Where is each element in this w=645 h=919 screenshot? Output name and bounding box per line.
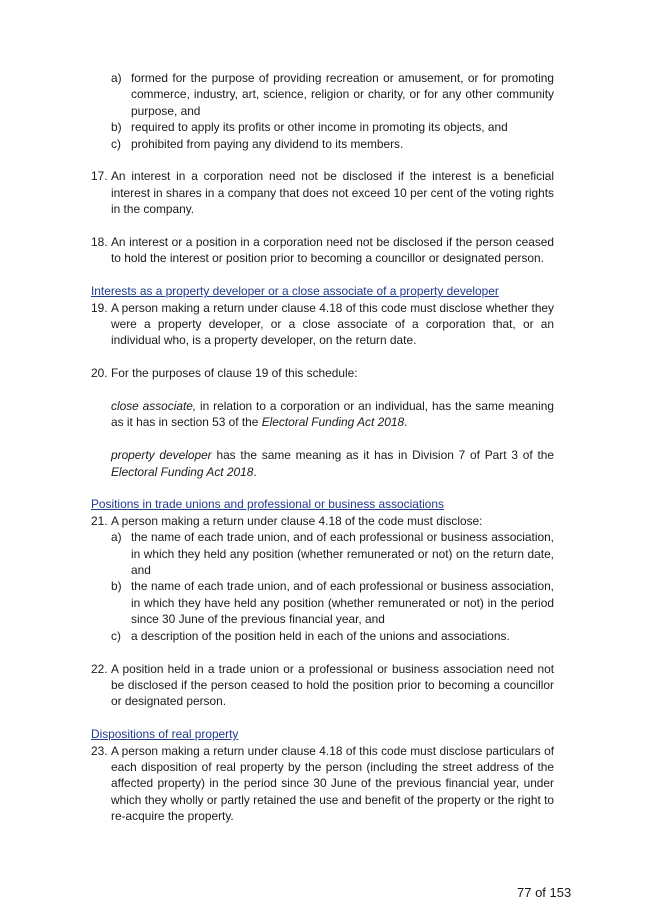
list-item <box>91 119 554 135</box>
clause-text: For the purposes of clause 19 of this schedule: <box>111 366 358 381</box>
clause-number: 18. <box>91 235 108 250</box>
definition-text: has the same meaning as it has in Division 7 of Part 3 of the <box>211 448 554 463</box>
list-item <box>91 70 554 119</box>
heading-property-developer: Interests as a property developer or a close associate of a property developer <box>91 284 499 299</box>
clause-number: 21. <box>91 513 108 528</box>
definition-text: in relation to a corporation or an individual, has the same meaning as it has in section 53 of the <box>111 399 554 430</box>
clause-number: 20. <box>91 366 108 381</box>
clause-text: A person making a return under clause 4.18 of this code must disclose particulars of each disposition of real property by the person (including the street address of the affected property) in the period since 30 June of the previous financial year, under which they wholly or partly retained the use and benefit of the property or the right to re-acquire the property. <box>111 743 554 824</box>
definition-end: . <box>253 464 257 479</box>
list-item-text: formed for the purpose of providing recreation or amusement, or for promoting commerce, industry, art, science, religion or charity, or for any other community purpose, and <box>131 71 554 118</box>
clause-19 <box>91 300 554 349</box>
list-item-text: the name of each trade union, and of each professional or business association, in which they have held any position (whether remunerated or not) in the period since 30 June of the previous financial year, and <box>131 579 554 627</box>
list-marker: c) <box>111 628 121 643</box>
list-marker: a) <box>111 71 122 85</box>
act-name: Electoral Funding Act 2018 <box>261 415 405 430</box>
page-number: 77 of 153 <box>517 885 572 900</box>
clause-text: An interest in a corporation need not be disclosed if the interest is a beneficial interest in shares in a company that does not exceed 10 per cent of the voting rights in the company. <box>111 169 554 217</box>
definition-term: property developer <box>111 448 212 463</box>
clause-22 <box>91 661 554 710</box>
act-name: Electoral Funding Act 2018 <box>111 464 254 479</box>
list-item <box>91 136 554 152</box>
list-item <box>91 578 554 627</box>
clause-text: A person making a return under clause 4.18 of this code must disclose whether they were a property developer, or a close associate of a corporation that, or an individual who, is a property developer, on the return date. <box>111 300 554 348</box>
clause-text: An interest or a position in a corporation need not be disclosed if the person ceased to hold the interest or position prior to becoming a councillor or designated person. <box>111 235 554 266</box>
clause-number: 19. <box>91 300 108 315</box>
clause-21 <box>91 513 554 529</box>
clause-text: A position held in a trade union or a professional or business association need not be disclosed if the person ceased to hold the position prior to becoming a councillor or designated person. <box>111 661 554 709</box>
clause-number: 23. <box>91 743 108 758</box>
clause-17 <box>91 168 554 217</box>
clause-text: A person making a return under clause 4.18 of the code must disclose: <box>111 513 483 528</box>
list-item <box>91 529 554 578</box>
list-item-text: the name of each trade union, and of each professional or business association, in which they held any position (whether remunerated or not) on the return date, and <box>131 530 554 578</box>
definition-property-developer <box>91 447 554 480</box>
list-marker: c) <box>111 136 121 151</box>
clause-20 <box>91 365 554 381</box>
list-item-text: prohibited from paying any dividend to its members. <box>131 136 404 151</box>
clause-23 <box>91 743 554 825</box>
clause-18 <box>91 234 554 267</box>
heading-dispositions: Dispositions of real property <box>91 727 239 742</box>
clause-number: 17. <box>91 169 108 184</box>
definition-term: close associate, <box>111 399 197 414</box>
definition-close-associate <box>91 398 554 431</box>
heading-trade-unions: Positions in trade unions and professional or business associations <box>91 497 444 512</box>
list-item-text: a description of the position held in each of the unions and associations. <box>131 628 510 643</box>
clause-number: 22. <box>91 661 108 676</box>
list-item-text: required to apply its profits or other income in promoting its objects, and <box>131 120 508 135</box>
definition-end: . <box>404 415 408 430</box>
page-content <box>91 70 554 825</box>
list-marker: a) <box>111 530 122 545</box>
list-marker: b) <box>111 579 122 594</box>
list-marker: b) <box>111 120 122 135</box>
list-item <box>91 628 554 644</box>
